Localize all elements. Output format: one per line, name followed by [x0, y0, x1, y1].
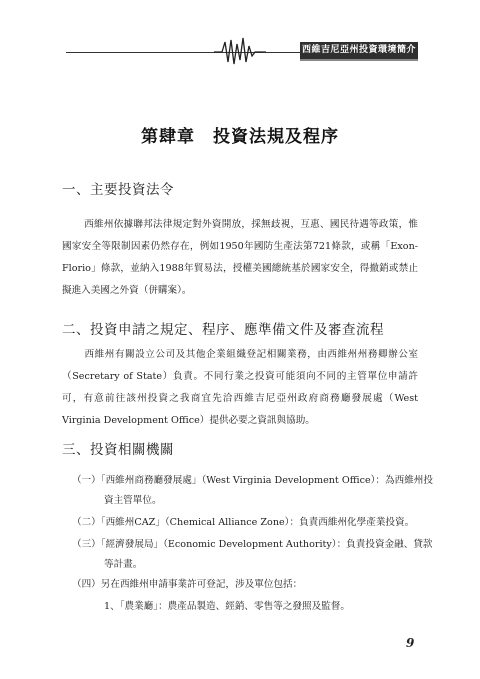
section-paragraph-2: 西維州有關設立公司及其他企業組織登記相關業務，由西維州州務卿辦公室（Secretary of State）負責。不同行業之投資可能須向不同的主管單位申請許可，有意前往該州投資之我商宜先洽西維吉尼亞州政府商務廳發展處（West Virginia Development Office）提供必要之資訊與協助。 — [62, 349, 418, 426]
section-heading-2: 二、投資申請之規定、程序、應準備文件及審查流程 — [62, 322, 384, 338]
header-rule-right — [262, 52, 300, 53]
list-item-2: （二）「西維州CAZ」（Chemical Alliance Zone）：負責西維州化學產業投資。 — [72, 517, 415, 528]
list-item-1: （一）「西維州商務廳發展處」（West Virginia Development Office）：為西維州投 — [72, 475, 433, 486]
section-paragraph-1: 西維州依據聯邦法律規定對外資開放，採無歧視，互惠、國民待遇等政策，惟國家安全等限制因素仍然存在，例如1950年國防生產法第721條款，或稱「Exon-Florio」條款，並納入1988年貿易法，授權美國總統基於國家安全，得撤銷或禁止擬進入美國之外資（併購案）。 — [62, 219, 418, 296]
section-heading-3: 三、投資相關機關 — [62, 442, 174, 458]
section-heading-1: 一、主要投資法令 — [62, 182, 174, 198]
chapter-title: 第肆章 投資法規及程序 — [141, 127, 339, 147]
list-item-4: （四）另在西維州申請事業許可登記，涉及單位包括： — [72, 579, 303, 590]
page-number: 9 — [406, 636, 415, 650]
list-item-1-cont: 資主管單位。 — [104, 495, 162, 506]
list-item-3-cont: 等計畫。 — [104, 559, 143, 570]
heartbeat-line-icon — [214, 36, 266, 66]
header-title: 西維吉尼亞州投資環境簡介 — [300, 42, 418, 61]
list-subitem-1: 1、「農業廳」：農產品製造、經銷、零售等之發照及監督。 — [104, 601, 350, 612]
list-item-3: （三）「經濟發展局」（Economic Development Authority）：負責投資金融、貸款 — [72, 539, 433, 550]
